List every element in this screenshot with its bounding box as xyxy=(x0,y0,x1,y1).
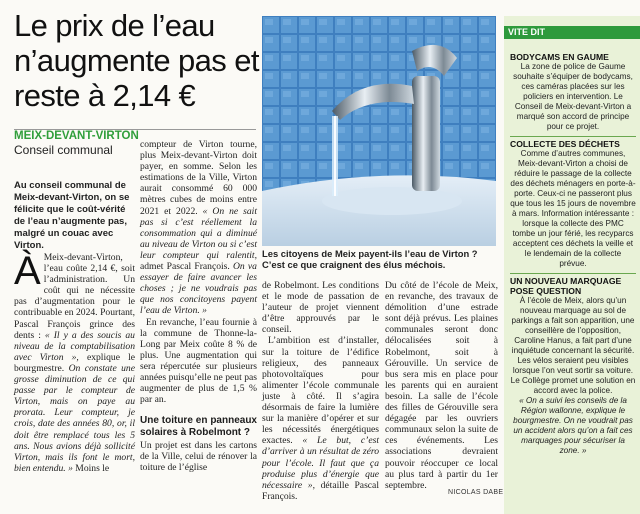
body-text: explique le bourgmestre. xyxy=(14,351,136,374)
body-text: En revanche, l’eau fournie à la commune de Thonne-la-Long par Meix coûte 8 % de plus. Une augmentation qui sera répercutée sur plusieurs années puisqu’elle ne peut pas augmenter de plus de 1,5 % par an. xyxy=(140,316,257,406)
sidebar-quote: « On a suivi les conseils de la Région wallonne, explique le bourgmestre. On ne voudrait pas un accident alors qu’on a fait ces marquages pour sécuriser la zone. » xyxy=(513,396,633,455)
article-column-4 xyxy=(385,280,498,491)
headline: Le prix de l’eau n’augmente pas et reste à 2,14 € xyxy=(14,8,259,113)
body-text: Meix-devant-Virton, l’eau coûte 2,14 €, soit l’administration. Un coût qui ne nécessite pas d’augmentation pour le contribuable en 2024. Pourtant, Pascal François grince des dents : xyxy=(14,252,135,341)
sidebar-item-title: UN NOUVEAU MARQUAGE POSE QUESTION xyxy=(510,276,622,296)
subheading: Une toiture en panneaux solaires à Robelmont ? xyxy=(140,415,257,438)
body-text: compteur de Virton tourne, plus Meix-devant-Virton doit payer, en somme. Selon les estimations de la Ville, Virton aurait consommé 60 000 mètres cubes de moins entre 2021 et 2022. xyxy=(140,139,257,217)
kicker: MEIX-DEVANT-VIRTON xyxy=(14,130,139,142)
body-text: Un projet est dans les cartons de la Ville, celui de rénover la toiture de l’église xyxy=(140,440,257,474)
kicker-subtitle: Conseil communal xyxy=(14,143,113,157)
quote-text: « Il y a des soucis au niveau de la comptabilisation avec Virton », xyxy=(14,329,135,363)
quote-text: On constate une grosse diminution de ce qui passe par le compteur de Virton, mais on paye au prorata. Leur compteur, je crois, date des années 80, or, il doit être remplacé tous les 5 ans. Nous avions déjà sollicité Virton, mais ils font le mort, bien entendu. » xyxy=(14,362,135,474)
body-text: de Robelmont. Les conditions et le mode de passation de l’auteur de projet viennent d’être approuvés par le conseil. xyxy=(262,280,379,336)
sidebar-item-text: La zone de police de Gaume souhaite s’équiper de bodycams, ces caméras placées sur les policiers en intervention. Le Conseil de Meix-devant-Virton a marqué son accord de principe pour ce projet. xyxy=(513,62,633,131)
article-column-3 xyxy=(262,280,379,502)
photo-caption: Les citoyens de Meix payent-ils l’eau de Virton ? C’est ce que craignent des élus méchois. xyxy=(262,248,478,271)
sidebar-content xyxy=(510,52,636,456)
byline: NICOLAS DABE xyxy=(448,489,504,496)
faucet-illustration xyxy=(262,16,496,246)
sidebar-item-title: COLLECTE DES DÉCHETS xyxy=(510,139,620,149)
sidebar-item-text: À l’école de Meix, alors qu’un nouveau marquage au sol de parkings a fait son apparition, une conseillère de l’opposition, Caroline Hanus, a fait part d’une inquiétude concernant la sécurité. Les vélos seraient peu visibles lorsque l’on veut sortir sa voiture. Le Collège promet une solution en accord avec la police. xyxy=(510,296,636,395)
sidebar-divider xyxy=(510,273,636,274)
dropcap: À xyxy=(14,249,41,293)
article-column-1 xyxy=(14,249,136,474)
lead-paragraph: Au conseil communal de Meix-devant-Virton, on se félicite que le coût-vérité de l’eau n’augmente pas, malgré un couac avec Virton. xyxy=(14,180,130,251)
sidebar-item-text: Comme d’autres communes, Meix-devant-Virton a choisi de réduire le passage de la collecte des déchets ménagers en porte-à-porte. Ceux-ci ne passeront plus que tous les 15 jours de novembre à mars. Information intéressante : lorsque la collecte des PMC tombe un jour férié, les recyparcs acceptent ces déchets la veille et le lendemain de la collecte prévue. xyxy=(510,149,636,268)
article-column-2 xyxy=(140,139,257,474)
body-text: Du côté de l’école de Meix, en revanche, des travaux de démolition d’une estrade sont déjà prévus. Les plaines communales seront donc délocalisées soit à Robelmont, soit à Gérouville. Un service de bus sera mis en place pour les parents qui en auraient besoin. La salle de l’école des filles de Gérouville sera dégagée par les ouvriers communaux selon la suite de ces événements. Les associations devraient pouvoir réoccuper ce local au plus tard à partir du 1er septembre. xyxy=(385,280,498,491)
body-text: L’ambition est d’installer, sur la toiture de l’édifice religieux, des panneaux photovoltaïques pour alimenter l’école communale juste à côté. Il s’agira désormais de faire la lumière sur la manière d’opérer et sur les nécessités énergétiques exactes. xyxy=(262,335,379,447)
body-text: Moins le xyxy=(75,462,110,474)
sidebar-divider xyxy=(510,136,636,137)
quote-text: « On ne sait pas si c’est réellement la consommation qui a diminué au niveau de Virton ou si c’est leur compteur qui ralentit, xyxy=(140,205,258,261)
quote-text: « Le but, c’est d’arriver à un résultat de zéro pour l’école. Il faut que ça produise plus d’énergie que nécessaire », xyxy=(262,435,379,491)
sidebar-header: VITE DIT xyxy=(504,26,640,39)
sidebar-item-title: BODYCAMS EN GAUME xyxy=(510,52,609,62)
quote-text: On va essayer de faire avancer les choses ; je ne voudrais pas que nos concitoyens payent l’eau de Virton. » xyxy=(140,261,257,317)
faucet-photo xyxy=(262,16,496,246)
body-text: détaille Pascal François. xyxy=(262,479,379,502)
body-text: admet Pascal François. xyxy=(140,261,230,273)
